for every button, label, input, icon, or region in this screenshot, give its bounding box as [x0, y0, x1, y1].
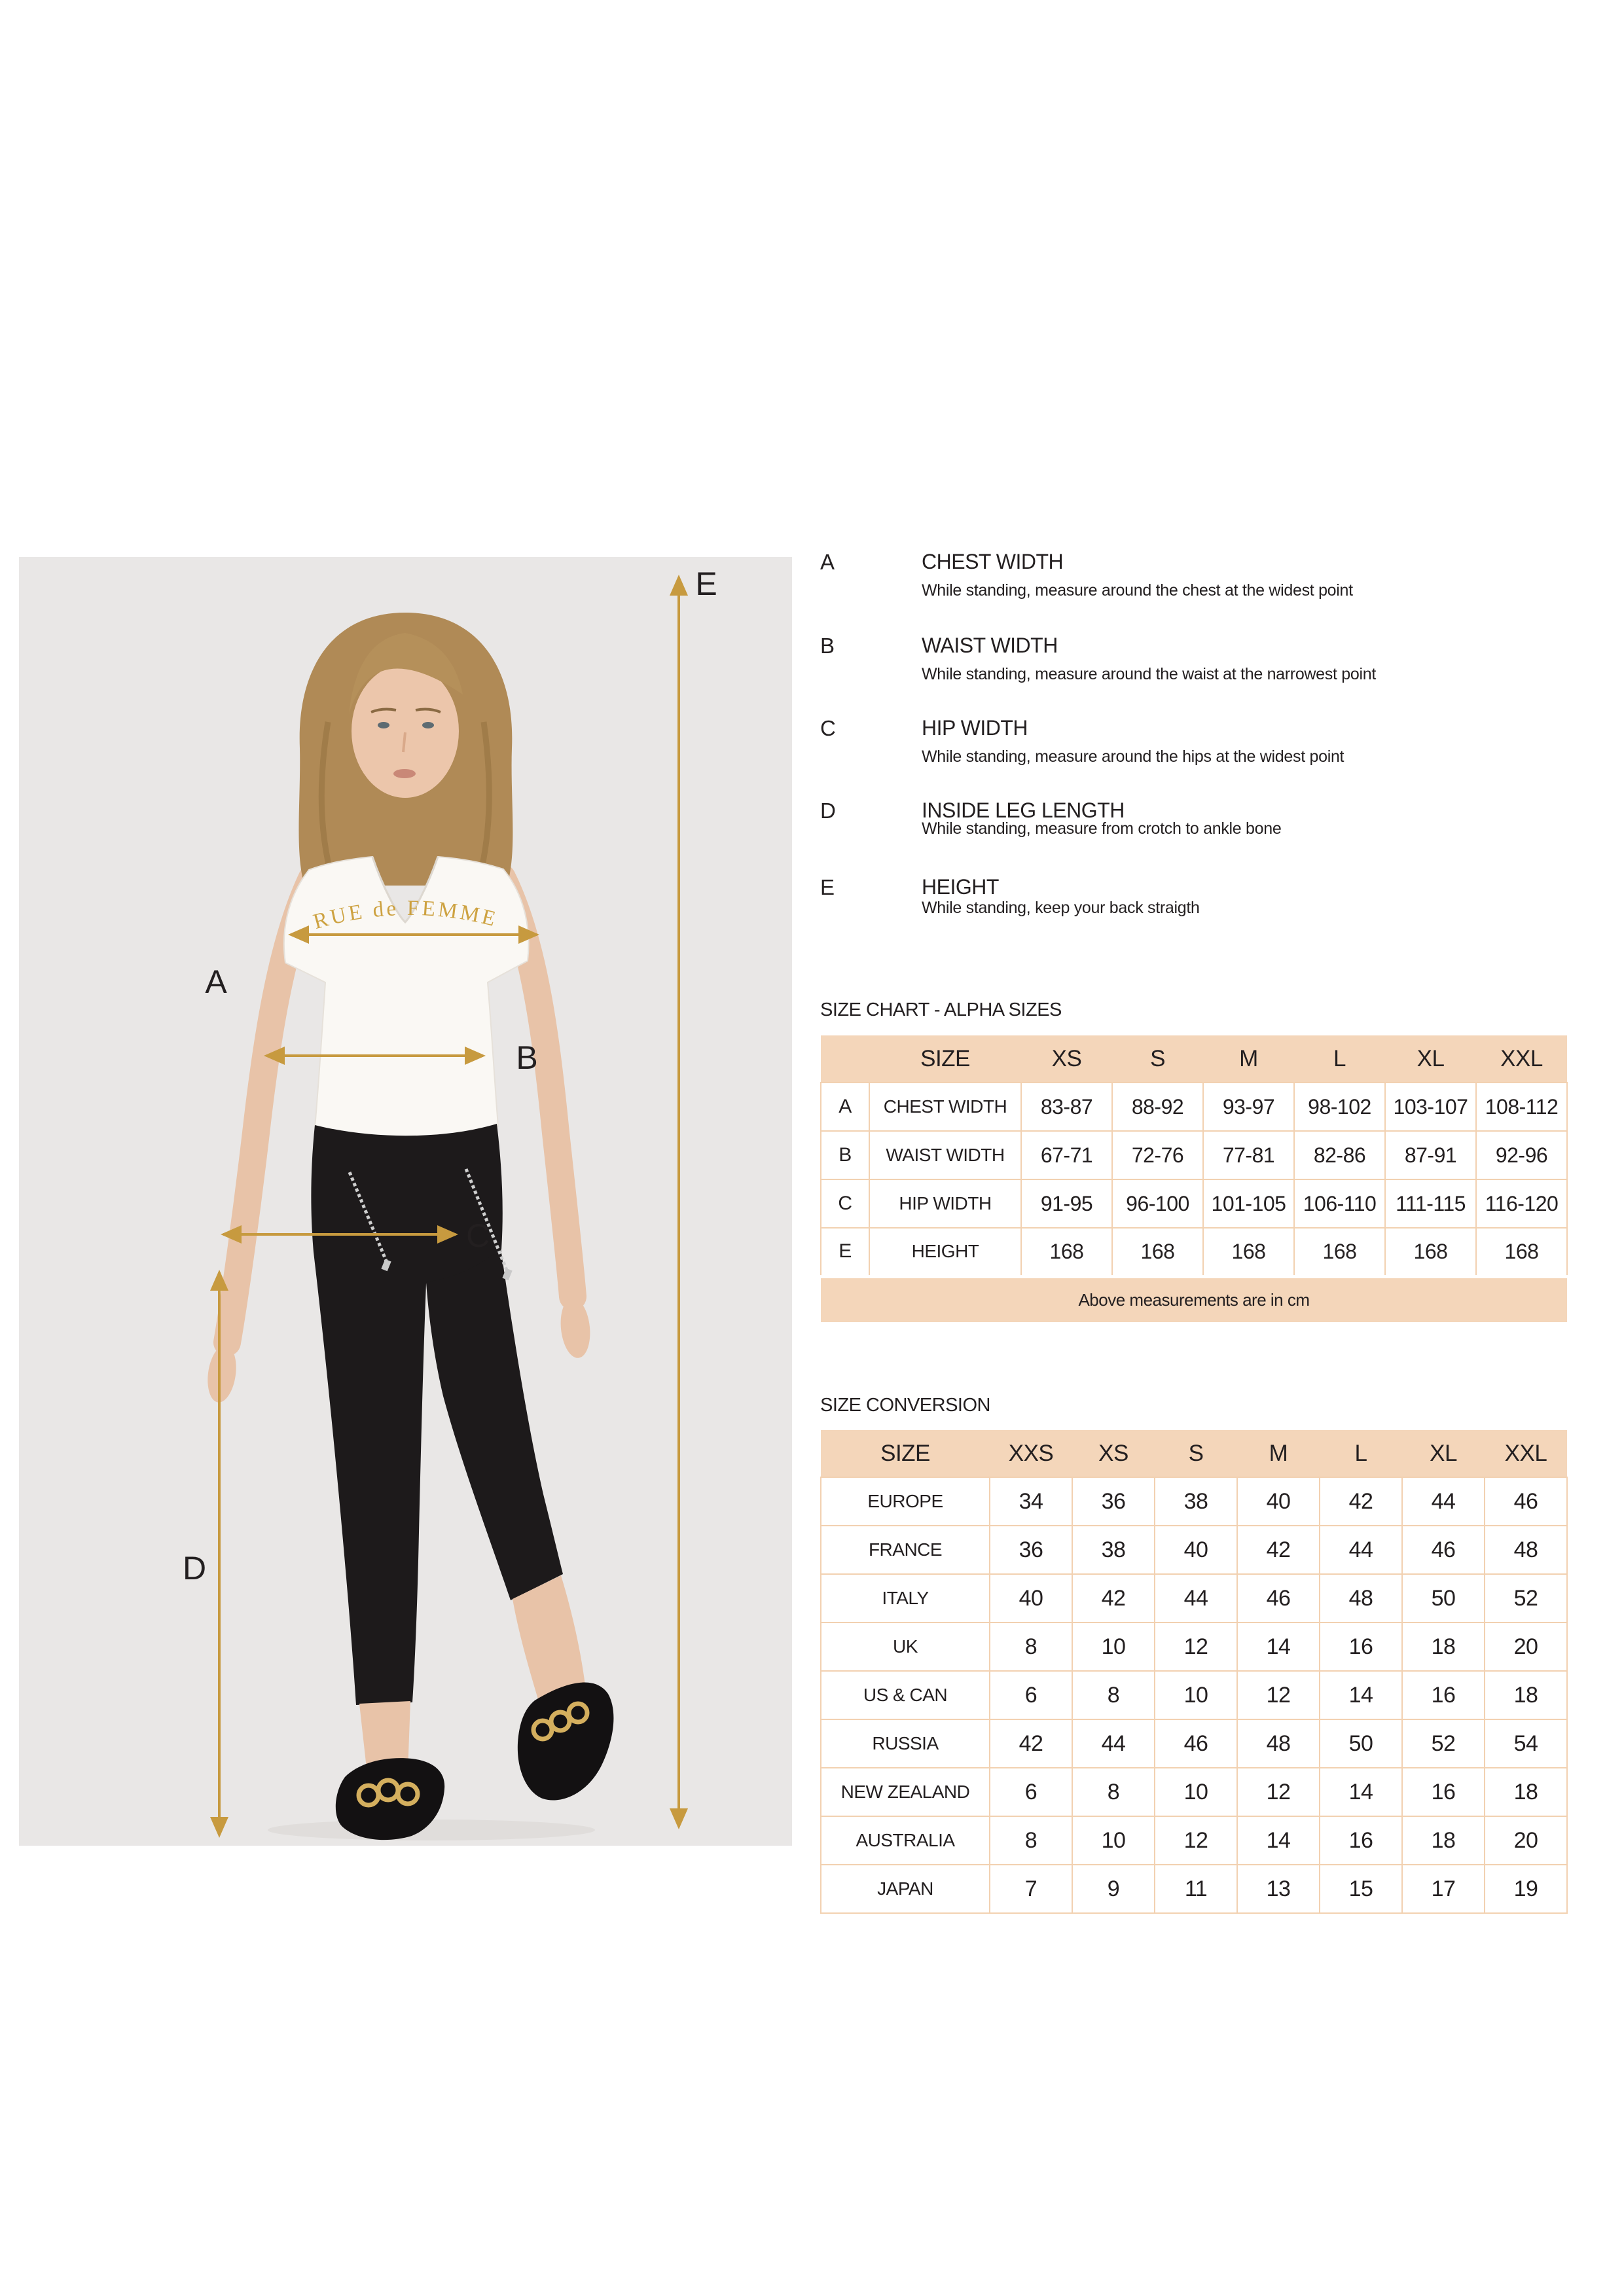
header-cell: XL	[1385, 1035, 1476, 1083]
value-cell: 91-95	[1021, 1179, 1112, 1228]
value-cell: 101-105	[1203, 1179, 1294, 1228]
value-cell: 44	[1072, 1719, 1155, 1768]
header-cell-blank	[821, 1035, 869, 1083]
value-cell: 93-97	[1203, 1083, 1294, 1131]
size-conversion-table	[820, 1430, 1568, 1914]
value-cell: 87-91	[1385, 1131, 1476, 1179]
row-letter-cell: E	[821, 1228, 869, 1276]
row-label-cell: WAIST WIDTH	[869, 1131, 1021, 1179]
value-cell: 42	[1237, 1526, 1320, 1574]
value-cell: 103-107	[1385, 1083, 1476, 1131]
value-cell: 14	[1320, 1768, 1402, 1816]
chest-label: A	[205, 963, 227, 1000]
value-cell: 88-92	[1112, 1083, 1203, 1131]
header-cell: L	[1320, 1430, 1402, 1477]
row-letter-cell: A	[821, 1083, 869, 1131]
header-cell: L	[1294, 1035, 1385, 1083]
value-cell: 168	[1021, 1228, 1112, 1276]
value-cell: 10	[1155, 1768, 1237, 1816]
header-cell: XS	[1021, 1035, 1112, 1083]
value-cell: 14	[1320, 1671, 1402, 1719]
value-cell: 13	[1237, 1865, 1320, 1913]
row-label-cell: EUROPE	[821, 1477, 990, 1526]
value-cell: 42	[1320, 1477, 1402, 1526]
value-cell: 8	[1072, 1768, 1155, 1816]
definition-letter: D	[820, 798, 836, 823]
value-cell: 19	[1485, 1865, 1567, 1913]
value-cell: 42	[990, 1719, 1072, 1768]
value-cell: 12	[1237, 1671, 1320, 1719]
value-cell: 46	[1237, 1574, 1320, 1623]
value-cell: 67-71	[1021, 1131, 1112, 1179]
value-cell: 50	[1402, 1574, 1485, 1623]
table-row	[821, 1574, 1567, 1623]
value-cell: 20	[1485, 1623, 1567, 1671]
row-label-cell: HIP WIDTH	[869, 1179, 1021, 1228]
value-cell: 16	[1402, 1671, 1485, 1719]
table-row	[821, 1623, 1567, 1671]
table-row	[821, 1477, 1567, 1526]
value-cell: 96-100	[1112, 1179, 1203, 1228]
row-label-cell: RUSSIA	[821, 1719, 990, 1768]
value-cell: 168	[1294, 1228, 1385, 1276]
inside-leg-label: D	[182, 1550, 207, 1587]
row-label-cell: ITALY	[821, 1574, 990, 1623]
header-cell: SIZE	[821, 1430, 990, 1477]
row-label-cell: CHEST WIDTH	[869, 1083, 1021, 1131]
value-cell: 52	[1402, 1719, 1485, 1768]
value-cell: 116-120	[1476, 1179, 1567, 1228]
measurement-definition-height	[820, 876, 1579, 942]
value-cell: 6	[990, 1671, 1072, 1719]
table-row	[821, 1179, 1567, 1228]
hip-label: C	[465, 1217, 490, 1254]
value-cell: 34	[990, 1477, 1072, 1526]
row-letter-cell: B	[821, 1131, 869, 1179]
value-cell: 10	[1155, 1671, 1237, 1719]
measurement-definition-chest	[820, 551, 1579, 617]
value-cell: 10	[1072, 1623, 1155, 1671]
definition-description: While standing, measure around the waist at the narrowest point	[922, 665, 1376, 683]
value-cell: 14	[1237, 1623, 1320, 1671]
table-row	[821, 1083, 1567, 1131]
measurement-definition-hip	[820, 717, 1579, 783]
value-cell: 18	[1402, 1623, 1485, 1671]
value-cell: 14	[1237, 1816, 1320, 1865]
row-label-cell: HEIGHT	[869, 1228, 1021, 1276]
value-cell: 9	[1072, 1865, 1155, 1913]
definition-description: While standing, measure around the chest at the widest point	[922, 581, 1353, 600]
value-cell: 50	[1320, 1719, 1402, 1768]
table-row	[821, 1228, 1567, 1276]
value-cell: 52	[1485, 1574, 1567, 1623]
header-cell: XS	[1072, 1430, 1155, 1477]
definition-letter: C	[820, 716, 836, 740]
definition-letter: B	[820, 634, 835, 658]
table-row	[821, 1865, 1567, 1913]
row-label-cell: NEW ZEALAND	[821, 1768, 990, 1816]
measurement-definition-inside-leg	[820, 800, 1579, 865]
definition-description: While standing, measure around the hips at the widest point	[922, 747, 1344, 766]
definition-letter: E	[820, 875, 835, 899]
value-cell: 46	[1485, 1477, 1567, 1526]
row-label-cell: FRANCE	[821, 1526, 990, 1574]
value-cell: 98-102	[1294, 1083, 1385, 1131]
alpha-sizes-title: SIZE CHART - ALPHA SIZES	[820, 999, 1062, 1020]
definition-term: WAIST WIDTH	[922, 634, 1058, 657]
back-shoe	[518, 1683, 614, 1801]
value-cell: 36	[1072, 1477, 1155, 1526]
value-cell: 83-87	[1021, 1083, 1112, 1131]
header-cell: SIZE	[869, 1035, 1021, 1083]
value-cell: 168	[1476, 1228, 1567, 1276]
row-label-cell: UK	[821, 1623, 990, 1671]
value-cell: 108-112	[1476, 1083, 1567, 1131]
definition-description: While standing, measure from crotch to ankle bone	[922, 819, 1282, 838]
value-cell: 40	[990, 1574, 1072, 1623]
table-row	[821, 1131, 1567, 1179]
value-cell: 48	[1485, 1526, 1567, 1574]
value-cell: 54	[1485, 1719, 1567, 1768]
value-cell: 46	[1155, 1719, 1237, 1768]
definition-description: While standing, keep your back straigth	[922, 899, 1200, 917]
table-row	[821, 1719, 1567, 1768]
header-cell: M	[1237, 1430, 1320, 1477]
table-row	[821, 1526, 1567, 1574]
table-footnote: Above measurements are in cm	[821, 1276, 1567, 1322]
definition-term: HIP WIDTH	[922, 716, 1028, 740]
row-label-cell: AUSTRALIA	[821, 1816, 990, 1865]
header-cell: XXL	[1476, 1035, 1567, 1083]
value-cell: 40	[1155, 1526, 1237, 1574]
header-cell: XXS	[990, 1430, 1072, 1477]
definition-term: INSIDE LEG LENGTH	[922, 798, 1125, 822]
value-cell: 36	[990, 1526, 1072, 1574]
value-cell: 168	[1385, 1228, 1476, 1276]
header-cell: XXL	[1485, 1430, 1567, 1477]
value-cell: 18	[1402, 1816, 1485, 1865]
value-cell: 111-115	[1385, 1179, 1476, 1228]
value-cell: 18	[1485, 1671, 1567, 1719]
value-cell: 48	[1237, 1719, 1320, 1768]
table-header-row	[821, 1035, 1567, 1083]
value-cell: 18	[1485, 1768, 1567, 1816]
row-letter-cell: C	[821, 1179, 869, 1228]
value-cell: 44	[1320, 1526, 1402, 1574]
header-cell: M	[1203, 1035, 1294, 1083]
value-cell: 168	[1203, 1228, 1294, 1276]
height-label: E	[695, 565, 717, 602]
value-cell: 17	[1402, 1865, 1485, 1913]
definition-term: CHEST WIDTH	[922, 550, 1064, 573]
model-photo	[19, 557, 792, 1846]
value-cell: 8	[1072, 1671, 1155, 1719]
definition-letter: A	[820, 550, 835, 574]
value-cell: 38	[1155, 1477, 1237, 1526]
value-cell: 8	[990, 1816, 1072, 1865]
value-cell: 11	[1155, 1865, 1237, 1913]
value-cell: 8	[990, 1623, 1072, 1671]
value-cell: 72-76	[1112, 1131, 1203, 1179]
table-row	[821, 1671, 1567, 1719]
waist-label: B	[516, 1039, 538, 1076]
value-cell: 44	[1402, 1477, 1485, 1526]
floor-shadow	[268, 1820, 595, 1840]
model-illustration	[19, 557, 792, 1846]
value-cell: 16	[1320, 1816, 1402, 1865]
alpha-sizes-table	[820, 1035, 1568, 1322]
value-cell: 7	[990, 1865, 1072, 1913]
measurement-definition-waist	[820, 635, 1579, 700]
table-row	[821, 1768, 1567, 1816]
table-row	[821, 1816, 1567, 1865]
definition-term: HEIGHT	[922, 875, 999, 899]
value-cell: 38	[1072, 1526, 1155, 1574]
value-cell: 40	[1237, 1477, 1320, 1526]
value-cell: 92-96	[1476, 1131, 1567, 1179]
header-cell: S	[1155, 1430, 1237, 1477]
value-cell: 12	[1155, 1623, 1237, 1671]
header-cell: XL	[1402, 1430, 1485, 1477]
value-cell: 82-86	[1294, 1131, 1385, 1179]
tshirt-print: RUE de FEMME	[310, 896, 501, 934]
value-cell: 44	[1155, 1574, 1237, 1623]
value-cell: 20	[1485, 1816, 1567, 1865]
value-cell: 42	[1072, 1574, 1155, 1623]
value-cell: 12	[1237, 1768, 1320, 1816]
value-cell: 77-81	[1203, 1131, 1294, 1179]
value-cell: 106-110	[1294, 1179, 1385, 1228]
value-cell: 46	[1402, 1526, 1485, 1574]
value-cell: 6	[990, 1768, 1072, 1816]
value-cell: 12	[1155, 1816, 1237, 1865]
value-cell: 16	[1402, 1768, 1485, 1816]
size-conversion-title: SIZE CONVERSION	[820, 1395, 990, 1416]
row-label-cell: JAPAN	[821, 1865, 990, 1913]
value-cell: 16	[1320, 1623, 1402, 1671]
row-label-cell: US & CAN	[821, 1671, 990, 1719]
value-cell: 48	[1320, 1574, 1402, 1623]
value-cell: 10	[1072, 1816, 1155, 1865]
value-cell: 168	[1112, 1228, 1203, 1276]
table-footnote-row	[821, 1276, 1567, 1322]
header-cell: S	[1112, 1035, 1203, 1083]
table-header-row	[821, 1430, 1567, 1477]
value-cell: 15	[1320, 1865, 1402, 1913]
